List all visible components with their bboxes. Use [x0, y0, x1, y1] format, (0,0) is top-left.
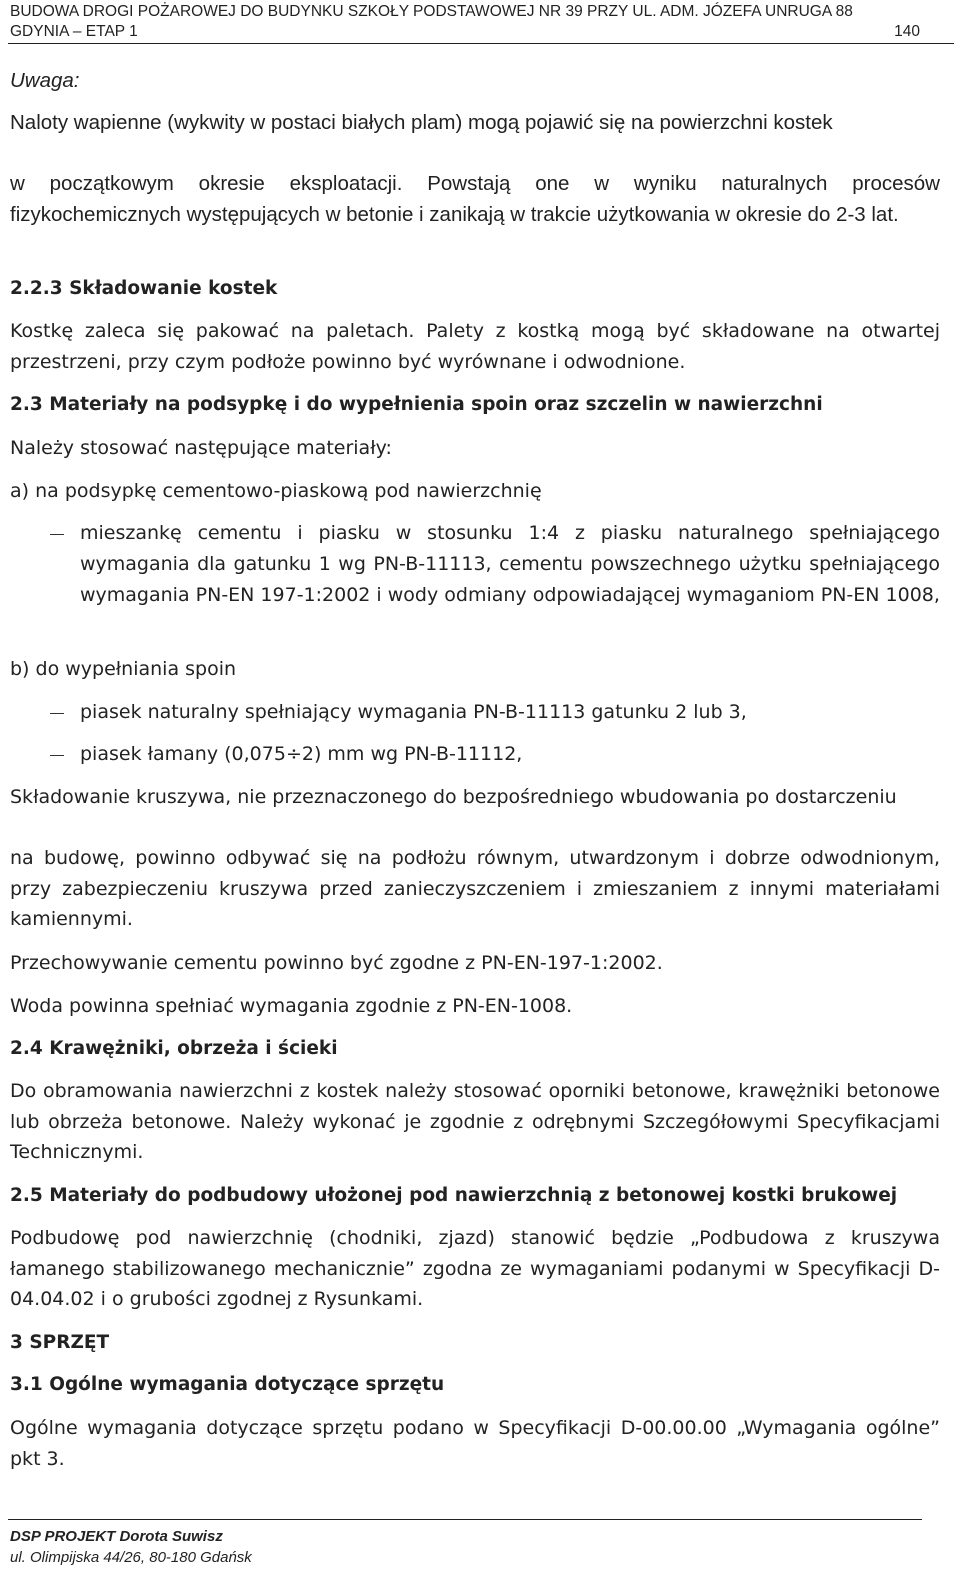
section-2-3-intro: Należy stosować następujące materiały: [10, 437, 392, 459]
note-heading: Uwaga: [10, 69, 80, 92]
section-2-3-item-a: a) na podsypkę cementowo-piaskową pod nawierzchnię [10, 480, 542, 502]
footer-divider [8, 1519, 922, 1520]
header-title-line1: BUDOWA DROGI POŻAROWEJ DO BUDYNKU SZKOŁY PODSTAWOWEJ NR 39 PRZY UL. ADM. JÓZEFA UNRUGA 88 [10, 3, 853, 20]
section-2-5-heading: 2.5 Materiały do podbudowy ułożonej pod nawierzchnią z betonowej kostki brukowej [10, 1185, 898, 1206]
note-text-2: w początkowym okresie eksploatacji. Powstają one w wyniku naturalnych procesów fizykochemicznych występujących w betonie i zanikają w trakcie użytkowania w okresie do 2-3 lat. [10, 172, 940, 226]
section-2-4-text: Do obramowania nawierzchni z kostek należy stosować oporniki betonowe, krawężniki betonowe lub obrzeża betonowe. Należy wykonać je zgodnie z odrębnymi Szczegółowymi Specyfikacjami Technicznymi. [10, 1080, 940, 1163]
page-number: 140 [894, 23, 920, 40]
section-2-3-heading: 2.3 Materiały na podsypkę i do wypełnienia spoin oraz szczelin w nawierzchni [10, 394, 823, 415]
note-text-1: Naloty wapienne (wykwity w postaci białych plam) mogą pojawić się na powierzchni kostek [10, 111, 833, 134]
section-2-3-a-bullet-1: mieszankę cementu i piasku w stosunku 1:4 z piasku naturalnego spełniającego wymagania dla gatunku 1 wg PN-B-11113, cementu powszechnego użytku spełniającego wymagania PN-EN 197-1:2002 i wody odmiany odpowiadającej wymaganiom PN-EN 1008, [80, 522, 940, 606]
dash-bullet [50, 534, 64, 535]
section-2-3-b-bullet-2: piasek łamany (0,075÷2) mm wg PN-B-11112, [80, 743, 523, 765]
dash-bullet [50, 713, 64, 714]
section-2-3-item-b: b) do wypełniania spoin [10, 658, 237, 680]
section-3-1-text: Ogólne wymagania dotyczące sprzętu podano w Specyfikacji D-00.00.00 „Wymagania ogólne” pkt 3. [10, 1417, 940, 1470]
dash-bullet [50, 755, 64, 756]
section-2-5-text: Podbudowę pod nawierzchnię (chodniki, zjazd) stanowić będzie „Podbudowa z kruszywa łamanego stabilizowanego mechanicznie” zgodna ze wymaganiami podanymi w Specyfikacji D-04.04.02 i o grubości zgodnej z Rysunkami. [10, 1227, 940, 1310]
footer-address: ul. Olimpijska 44/26, 80-180 Gdańsk [10, 1549, 252, 1566]
storage-text-1: Składowanie kruszywa, nie przeznaczonego do bezpośredniego wbudowania po dostarczeniu [10, 786, 897, 808]
section-3-heading: 3 SPRZĘT [10, 1332, 110, 1353]
header-divider [8, 43, 954, 44]
section-2-2-3-heading: 2.2.3 Składowanie kostek [10, 278, 278, 299]
section-3-1-heading: 3.1 Ogólne wymagania dotyczące sprzętu [10, 1374, 445, 1395]
footer-company: DSP PROJEKT Dorota Suwisz [10, 1528, 223, 1545]
water-text: Woda powinna spełniać wymagania zgodnie z PN-EN-1008. [10, 995, 573, 1017]
section-2-2-3-text: Kostkę zaleca się pakować na paletach. Palety z kostką mogą być składowane na otwartej przestrzeni, przy czym podłoże powinno być wyrównane i odwodnione. [10, 320, 940, 373]
storage-text-2: na budowę, powinno odbywać się na podłożu równym, utwardzonym i dobrze odwodnionym, przy zabezpieczeniu kruszywa przed zanieczyszczeniem i zmieszaniem z innymi materiałami kamiennymi. [10, 847, 940, 930]
header-title-line2: GDYNIA – ETAP 1 [10, 23, 138, 40]
page-header [10, 2, 944, 42]
cement-storage-text: Przechowywanie cementu powinno być zgodne z PN-EN-197-1:2002. [10, 952, 663, 974]
section-2-4-heading: 2.4 Krawężniki, obrzeża i ścieki [10, 1038, 338, 1059]
section-2-3-b-bullet-1: piasek naturalny spełniający wymagania PN-B-11113 gatunku 2 lub 3, [80, 701, 747, 723]
